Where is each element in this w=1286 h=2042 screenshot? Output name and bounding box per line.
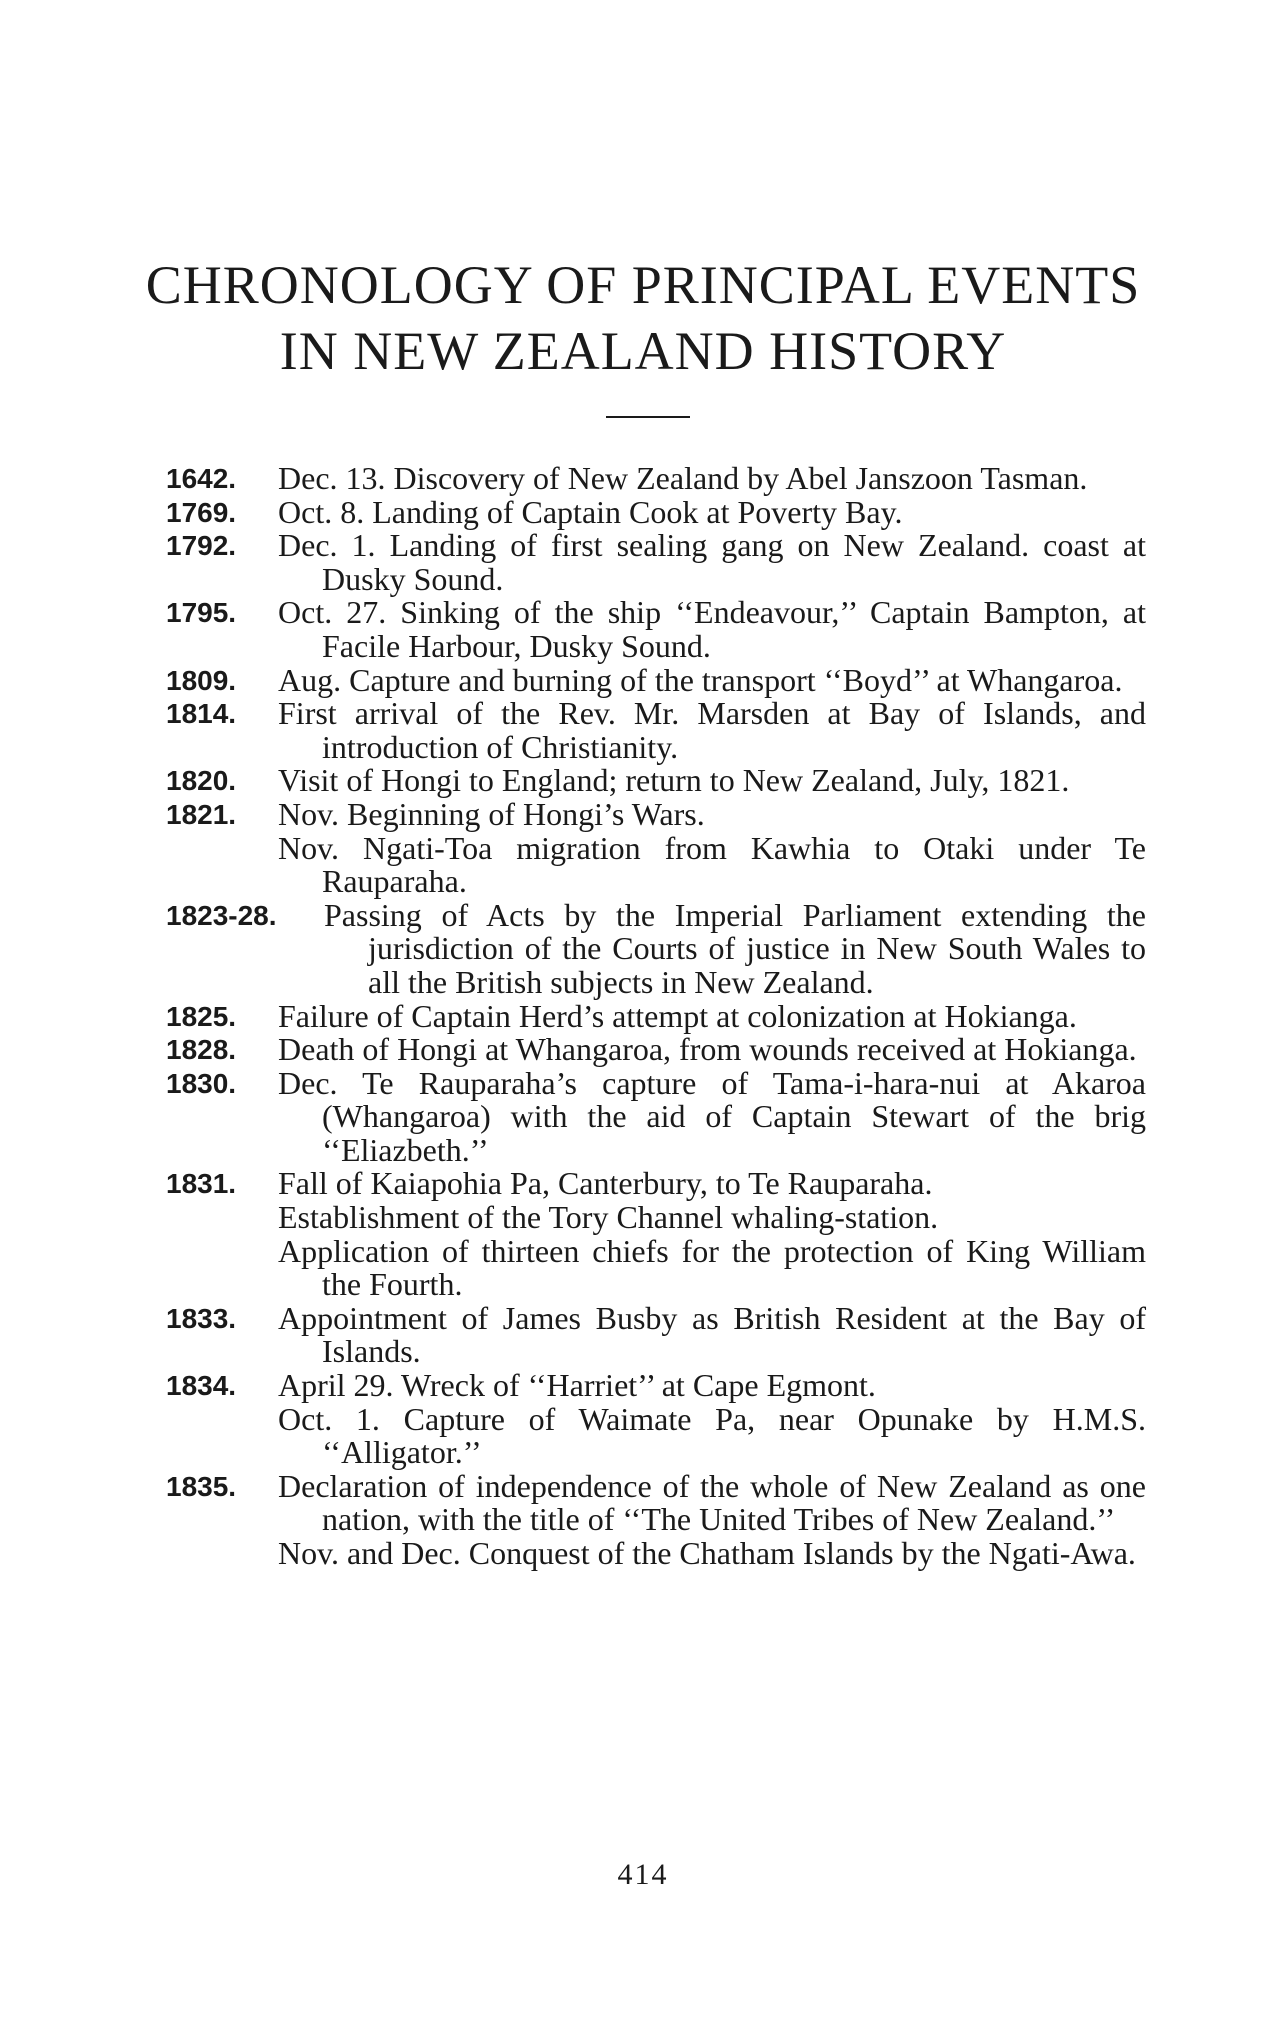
entry-year: 1834. — [166, 1370, 237, 1402]
chronology-entry — [166, 997, 1146, 1034]
entry-year: 1835. — [166, 1470, 237, 1502]
entry-event-text: Oct. 8. Landing of Captain Cook at Poverty Bay. — [278, 493, 903, 530]
page-title-line-2: IN NEW ZEALAND HISTORY — [279, 321, 1007, 381]
chronology-entry — [166, 1299, 1146, 1370]
entry-event-text: Oct. 1. Capture of Waimate Pa, near Opunake by H.M.S. ‘‘Alligator.’’ — [278, 1400, 1146, 1471]
entry-event-text: Visit of Hongi to England; return to New Zealand, July, 1821. — [278, 762, 1070, 799]
chronology-entry — [166, 764, 1146, 798]
chronology-entry — [166, 493, 1146, 530]
entry-events — [278, 1369, 1146, 1470]
chronology-entry — [166, 596, 1146, 663]
entry-event-text: Fall of Kaiapohia Pa, Canterbury, to Te Rauparaha. — [278, 1165, 933, 1202]
entry-event-text: Nov. and Dec. Conquest of the Chatham Islands by the Ngati-Awa. — [278, 1535, 1136, 1571]
entry-year: 1820. — [166, 765, 237, 797]
page-number: 414 — [617, 1858, 669, 1891]
entry-events — [278, 493, 1146, 530]
entry-year: 1825. — [166, 1000, 237, 1032]
entry-event-text: Appointment of James Busby as British Resident at the Bay of Islands. — [278, 1299, 1146, 1370]
chronology-entry — [166, 795, 1146, 900]
page-title-line-1: CHRONOLOGY OF PRINCIPAL EVENTS — [145, 255, 1141, 315]
entry-year: 1830. — [166, 1067, 237, 1099]
entry-events — [278, 596, 1146, 663]
entry-year: 1828. — [166, 1034, 237, 1066]
title-divider — [606, 416, 690, 418]
entry-event-text: Dec. 1. Landing of first sealing gang on New Zealand. coast at Dusky Sound. — [278, 527, 1146, 597]
entry-event-text: April 29. Wreck of ‘‘Harriet’’ at Cape Egmont. — [278, 1367, 876, 1404]
entry-year: 1833. — [166, 1302, 237, 1334]
entry-event-text: Nov. Beginning of Hongi’s Wars. — [278, 795, 705, 832]
chronology-entry — [166, 1369, 1146, 1470]
chronology-entry — [166, 661, 1146, 698]
entry-year: 1821. — [166, 798, 237, 830]
entry-events — [278, 661, 1146, 698]
entry-event-text: Declaration of independence of the whole of New Zealand as one nation, with the title of ‘‘The United Tribes of New Zealand.’’ — [278, 1467, 1146, 1538]
entry-year: 1642. — [166, 463, 237, 494]
entry-year: 1795. — [166, 597, 237, 629]
chronology-entry — [166, 1033, 1146, 1067]
entry-event-text: Aug. Capture and burning of the transport ‘‘Boyd’’ at Whangaroa. — [278, 661, 1123, 698]
entry-event-text: Dec. 13. Discovery of New Zealand by Abel Janszoon Tasman. — [278, 460, 1088, 496]
entry-year: 1792. — [166, 530, 237, 562]
entry-event-text: Dec. Te Rauparaha’s capture of Tama-i-hara-nui at Akaroa (Whangaroa) with the aid of Captain Stewart of the brig ‘‘Eliazbeth.’’ — [278, 1064, 1146, 1168]
entry-events — [278, 795, 1146, 900]
entry-events — [278, 764, 1146, 798]
chronology-list — [166, 462, 1146, 1571]
entry-event-text: Failure of Captain Herd’s attempt at colonization at Hokianga. — [278, 997, 1077, 1034]
entry-year: 1769. — [166, 496, 237, 528]
entry-events — [278, 1064, 1146, 1168]
entry-event-text: First arrival of the Rev. Mr. Marsden at Bay of Islands, and introduction of Christianity. — [278, 695, 1146, 765]
entry-event-text: Application of thirteen chiefs for the protection of King William the Fourth. — [278, 1232, 1146, 1303]
entry-event-text: Oct. 27. Sinking of the ship ‘‘Endeavour,’’ Captain Bampton, at Facile Harbour, Dusky Sound. — [278, 594, 1146, 664]
entry-event-text: Establishment of the Tory Channel whaling-station. — [278, 1199, 939, 1236]
entry-event-text: Death of Hongi at Whangaroa, from wounds received at Hokianga. — [278, 1031, 1137, 1068]
entry-year: 1831. — [166, 1168, 237, 1200]
entry-events — [278, 1467, 1146, 1571]
chronology-entry — [166, 1467, 1146, 1571]
chronology-entry — [166, 1064, 1146, 1168]
entry-year: 1809. — [166, 664, 237, 696]
entry-year: 1814. — [166, 698, 237, 730]
entry-events — [278, 1167, 1146, 1301]
entry-events — [324, 896, 1146, 1000]
chronology-entry — [166, 697, 1146, 764]
page-title — [0, 252, 1286, 384]
entry-events — [278, 1299, 1146, 1370]
entry-events — [278, 1033, 1146, 1067]
entry-year: 1823-28. — [166, 899, 277, 931]
entry-events — [278, 997, 1146, 1034]
entry-events — [278, 697, 1146, 764]
chronology-entry — [166, 462, 1146, 496]
chronology-entry — [166, 529, 1146, 596]
entry-event-text: Passing of Acts by the Imperial Parliament extending the jurisdiction of the Courts of justice in New South Wales to all the British subjects in New Zealand. — [324, 896, 1146, 1000]
chronology-entry — [166, 896, 1146, 1000]
entry-events — [278, 529, 1146, 596]
entry-event-text: Nov. Ngati-Toa migration from Kawhia to Otaki under Te Rauparaha. — [278, 829, 1146, 900]
chronology-entry — [166, 1167, 1146, 1301]
entry-events — [278, 462, 1146, 496]
